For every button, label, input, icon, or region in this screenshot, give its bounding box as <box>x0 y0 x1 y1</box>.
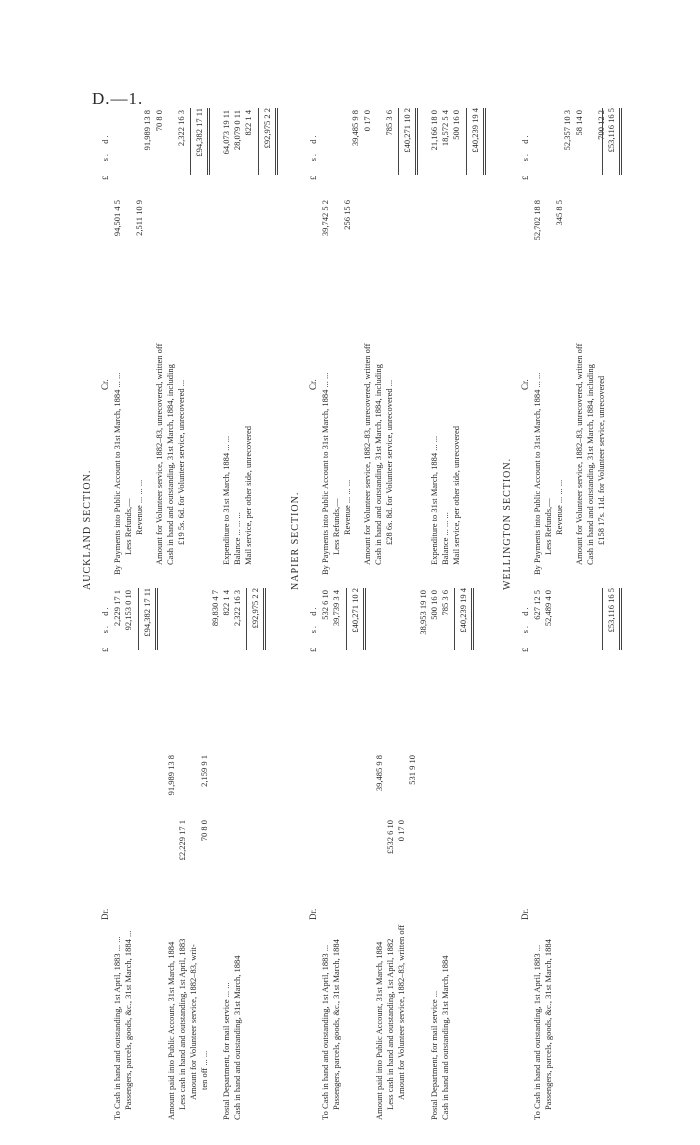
credit-amount: 39,485 9 8 <box>350 110 360 147</box>
debit-heading: Dr. <box>308 908 318 920</box>
debit-amount: 2,159 9 1 <box>199 755 209 787</box>
credit-amount: 18,572 5 4 <box>440 110 450 147</box>
credit-amount: 52,702 18 8 <box>532 200 542 241</box>
debit-row: To Cash in hand and outstanding, 1st April, 1883 ... ... <box>112 936 122 1120</box>
credit-amount: 21,166 18 0 <box>429 110 439 151</box>
credit-row: Expenditure to 31st March, 1884 ... ... <box>429 435 439 565</box>
credit-total: £53,116 16 5 <box>606 108 616 153</box>
debit-amount: 38,953 19 10 <box>418 590 428 635</box>
credit-amount: 94,501 4 5 <box>112 200 122 237</box>
credit-row: Amount for Volunteer service, 1882–83, unrecovered, written off <box>154 343 164 565</box>
rotated-ledger <box>82 90 692 1120</box>
credit-row: Revenue ... ... ... <box>342 479 352 535</box>
section-title: NAPIER SECTION. <box>290 491 301 590</box>
credit-heading: Cr. <box>308 379 318 390</box>
credit-amount: 785 3 6 <box>384 110 394 136</box>
credit-amount: 256 15 6 <box>342 200 352 230</box>
debit-amount: 91,989 13 8 <box>166 755 176 796</box>
credit-total: £92,975 2 2 <box>262 108 272 149</box>
debit-row: Amount for Volunteer service, 1882–83, written off <box>396 924 406 1100</box>
debit-subamount: £2,229 17 1 <box>177 820 187 861</box>
credit-row: Less Refunds,— <box>123 498 133 555</box>
debit-amount: 627 12 5 <box>532 590 542 620</box>
debit-row: Amount for Volunteer service, 1882–83, writ- <box>188 944 198 1100</box>
debit-subamount: £532 6 10 <box>385 820 395 854</box>
debit-total: £94,382 17 11 <box>142 588 152 637</box>
debit-row: Cash in hand and outstanding, 31st March, 1884 <box>440 955 450 1120</box>
credit-amount: 28,079 0 11 <box>232 110 242 151</box>
debit-subamount: 70 8 0 <box>199 820 209 842</box>
credit-total: £40,271 10 2 <box>402 108 412 153</box>
debit-row: Amount paid into Public Account, 31st March, 1884 <box>374 941 384 1120</box>
debit-row: Passengers, parcels, goods, &c., 31st March, 1884 <box>543 939 553 1110</box>
credit-row: Revenue ... ... ... <box>134 479 144 535</box>
credit-row: Cash in hand and outstanding, 31st March, 1884, including <box>585 364 595 565</box>
debit-row: To Cash in hand and outstanding, 1st April, 1883 ... <box>532 944 542 1120</box>
credit-amount: 2,322 16 3 <box>176 110 186 147</box>
credit-row: Amount for Volunteer service, 1882–83, unrecovered, written off <box>574 343 584 565</box>
credit-amount: 70 8 0 <box>154 110 164 132</box>
debit-heading: Dr. <box>520 908 530 920</box>
credit-amount: 345 8 5 <box>554 200 564 226</box>
debit-total: £40,271 10 2 <box>350 588 360 633</box>
debit-subamount: 0 17 0 <box>396 820 406 842</box>
credit-row: Mail service, per other side, unrecovered <box>451 425 461 565</box>
debit-total: £92,975 2 2 <box>250 588 260 629</box>
credit-row: Revenue ... ... ... <box>554 479 564 535</box>
credit-amount: 822 1 4 <box>243 110 253 136</box>
credit-amount: 700 12 2 <box>596 110 606 140</box>
credit-amount: 39,742 5 2 <box>320 200 330 237</box>
wellington-section <box>502 90 622 1120</box>
debit-amount: 785 3 6 <box>440 590 450 616</box>
debit-row: Passengers, parcels, goods, &c., 31st March, 1884 <box>331 939 341 1110</box>
credit-row: £19 5s. 6d. for Volunteer service, unrecovered ... <box>176 379 186 545</box>
credit-row: Balance ... ... ... <box>232 512 242 565</box>
credit-row: Expenditure to 31st March, 1884 ... ... <box>221 435 231 565</box>
auckland-section <box>82 90 282 1120</box>
debit-total: £53,116 16 5 <box>606 588 616 633</box>
credit-amount: 91,989 13 8 <box>142 110 152 151</box>
debit-row: Passengers, parcels, goods, &c., 31st March, 1884 ... <box>123 930 133 1110</box>
credit-total: £40,239 19 4 <box>470 108 480 153</box>
debit-amount: 822 1 4 <box>221 590 231 616</box>
credit-row: Cash in hand and outstanding, 31st March, 1884, including <box>373 364 383 565</box>
credit-row: By Payments into Public Account to 31st March, 1884 ... ... <box>320 372 330 575</box>
debit-row: Amount paid into Public Account, 31st March, 1884 <box>166 941 176 1120</box>
credit-row: £28 6s. 8d. for Volunteer service, unrecovered ... <box>384 379 394 545</box>
debit-total: £40,239 19 4 <box>458 588 468 633</box>
credit-row: Amount for Volunteer service, 1882–83, unrecovered, written off <box>362 343 372 565</box>
debit-row: Postal Department, for mail service ... ... <box>221 982 231 1120</box>
credit-amount: 0 17 0 <box>362 110 372 132</box>
credit-row: By Payments into Public Account to 31st March, 1884 ... ... <box>532 372 542 575</box>
debit-amount: 532 6 10 <box>320 590 330 620</box>
debit-row: Postal Department, for mail service ... <box>429 990 439 1120</box>
debit-row: Less cash in hand and outstanding, 1st April, 1883 <box>177 938 187 1110</box>
debit-amount: 2,229 17 1 <box>112 590 122 627</box>
credit-row: By Payments into Public Account to 31st March, 1884 ... ... <box>112 372 122 575</box>
credit-total: £94,382 17 11 <box>194 108 204 157</box>
credit-row: Cash in hand and outstanding, 31st March, 1884, including <box>165 364 175 565</box>
credit-amount: 58 14 0 <box>574 110 584 136</box>
debit-amount: 531 9 10 <box>407 755 417 785</box>
credit-row: £158 17s. 11d. for Volunteer service, unrecovered <box>596 375 606 545</box>
credit-heading: Cr. <box>520 379 530 390</box>
lsd-header: £ s. d. <box>520 605 530 652</box>
debit-amount: 39,485 9 8 <box>374 755 384 792</box>
lsd-header: £ s. d. <box>100 605 110 652</box>
debit-row: Less cash in hand and outstanding, 1st April, 1882 <box>385 938 395 1110</box>
credit-amount: 52,357 10 3 <box>562 110 572 151</box>
debit-amount: 92,153 0 10 <box>123 590 133 631</box>
debit-amount: 500 16 0 <box>429 590 439 620</box>
lsd-header: £ s. d. <box>100 133 110 180</box>
debit-amount: 52,489 4 0 <box>543 590 553 627</box>
debit-row: ten off ... ... <box>199 1050 209 1090</box>
credit-row: Less Refunds,— <box>543 498 553 555</box>
debit-row: To Cash in hand and outstanding, 1st April, 1883 ... <box>320 944 330 1120</box>
debit-amount: 2,322 16 3 <box>232 590 242 627</box>
credit-row: Less Refunds,— <box>331 498 341 555</box>
credit-amount: 500 16 0 <box>451 110 461 140</box>
debit-amount: 39,739 3 4 <box>331 590 341 627</box>
credit-row: Mail service, per other side, unrecovered <box>243 425 253 565</box>
lsd-header: £ s. d. <box>308 605 318 652</box>
section-title: WELLINGTON SECTION. <box>502 457 513 590</box>
debit-amount: 89,830 4 7 <box>210 590 220 627</box>
napier-section <box>290 90 490 1120</box>
credit-amount: 2,511 10 9 <box>134 200 144 236</box>
debit-heading: Dr. <box>100 908 110 920</box>
credit-heading: Cr. <box>100 379 110 390</box>
section-title: AUCKLAND SECTION. <box>82 469 93 590</box>
credit-amount: 64,073 19 11 <box>221 110 231 155</box>
credit-row: Balance ... ... ... <box>440 512 450 565</box>
debit-row: Cash in hand and outstanding, 31st March, 1884 <box>232 955 242 1120</box>
page-identifier: D.—1. <box>92 89 144 108</box>
lsd-header: £ s. d. <box>520 133 530 180</box>
lsd-header: £ s. d. <box>308 133 318 180</box>
